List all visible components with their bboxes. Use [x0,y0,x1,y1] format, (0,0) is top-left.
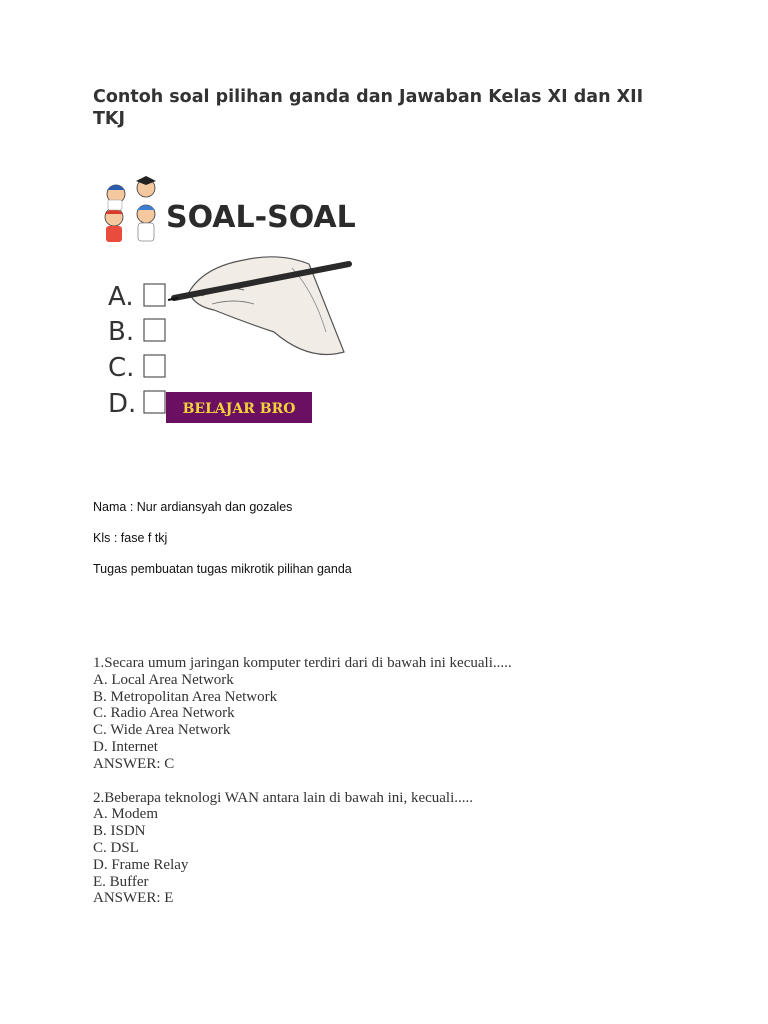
answer-option: B. ISDN [93,823,146,840]
class-line: Kls : fase f tkj [93,531,168,545]
document-title: Contoh soal pilihan ganda dan Jawaban Kelas XI dan XII TKJ [93,87,644,129]
soal-soal-illustration [94,172,360,426]
checkbox-d [144,391,165,413]
answer-option: C. DSL [93,839,139,856]
checkbox-b [144,319,165,341]
option-letter-d: D. [108,389,137,419]
question-item-2 [93,790,512,908]
answer-option: B. Metropolitan Area Network [93,688,278,705]
answer-option: A. Local Area Network [93,671,234,688]
answer-option: A. Modem [93,806,158,823]
answer-option: C. Wide Area Network [93,722,231,739]
answer-option: D. Internet [93,738,158,755]
banner-text: BELAJAR BRO [182,401,296,417]
task-line: Tugas pembuatan tugas mikrotik pilihan ganda [93,562,352,576]
question-text: 2.Beberapa teknologi WAN antara lain di bawah ini, kecuali..... [93,789,474,806]
student-name-line: Nama : Nur ardiansyah dan gozales [93,500,293,514]
hand-writing-icon [168,257,349,355]
option-letter-b: B. [108,317,135,347]
checkbox-c [144,355,165,377]
question-text: 1.Secara umum jaringan komputer terdiri dari di bawah ini kecuali..... [93,655,512,671]
kids-cartoon-icon [105,176,156,242]
answer-key: ANSWER: E [93,890,174,907]
answer-key: ANSWER: C [93,755,175,772]
answer-option: D. Frame Relay [93,856,189,873]
question-item-1 [93,655,512,773]
option-letter-c: C. [108,353,135,383]
answer-option: E. Buffer [93,873,149,890]
illustration-heading: SOAL-SOAL [166,200,356,235]
question-list [93,655,512,924]
answer-option: C. Radio Area Network [93,705,235,722]
checkbox-a [144,284,165,306]
answer-options-graphic [108,282,165,419]
illustration-graphic [94,172,360,426]
option-letter-a: A. [108,282,134,312]
